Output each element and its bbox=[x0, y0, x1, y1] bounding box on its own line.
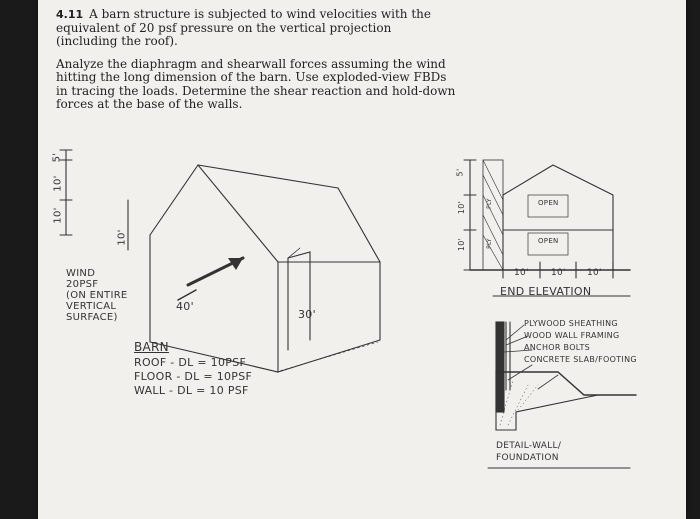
end-elevation-sketch bbox=[464, 160, 630, 296]
detail-title: DETAIL-WALL/ FOUNDATION bbox=[496, 441, 562, 463]
elev-title: END ELEVATION bbox=[500, 285, 592, 298]
elev-bay-1: 10' bbox=[514, 268, 529, 278]
wind-label: WIND 20PSF (ON ENTIRE VERTICAL SURFACE) bbox=[66, 268, 128, 323]
problem-statement: 4.11 A barn structure is subjected to wind velocities with the equivalent of 20 psf pressure on the vertical projection (including the roof). bbox=[56, 7, 432, 48]
elev-hatch-label-upper: PLY bbox=[485, 198, 493, 209]
dim-length: 40' bbox=[176, 300, 194, 313]
problem-task: Analyze the diaphragm and shearwall forces assuming the wind hitting the long dimension of the barn. Use exploded-view FBDs in tracing the loads. Determine the shear reaction and hold-down forces at the base of the walls. bbox=[56, 56, 456, 111]
elev-hatch-label-lower: PLY bbox=[485, 238, 493, 249]
elev-bay-2: 10' bbox=[551, 268, 566, 278]
barn-sketch bbox=[60, 150, 380, 372]
problem-number: 4.11 bbox=[56, 8, 84, 21]
dim-roof-height: 5' bbox=[51, 152, 63, 163]
dim-wall-lower: 10' bbox=[52, 207, 64, 224]
textbook-page bbox=[38, 0, 686, 519]
dim-wall-side: 10' bbox=[116, 229, 128, 246]
dim-width: 30' bbox=[298, 308, 316, 321]
drawings bbox=[38, 0, 686, 519]
elev-bay-3: 10' bbox=[587, 268, 602, 278]
elev-dim-top: 5' bbox=[455, 168, 465, 177]
barn-title: BARN bbox=[134, 340, 169, 354]
elev-dim-mid: 10' bbox=[457, 200, 467, 215]
elev-open-lower: OPEN bbox=[538, 237, 559, 245]
dim-wall-upper: 10' bbox=[52, 175, 64, 192]
barn-loads: ROOF - DL = 10PSF FLOOR - DL = 10PSF WALL - DL = 10 PSF bbox=[134, 356, 253, 397]
detail-labels: PLYWOOD SHEATHING WOOD WALL FRAMING ANCHOR BOLTS CONCRETE SLAB/FOOTING bbox=[524, 319, 637, 364]
elev-open-upper: OPEN bbox=[538, 199, 559, 207]
elev-dim-bottom: 10' bbox=[457, 237, 467, 252]
